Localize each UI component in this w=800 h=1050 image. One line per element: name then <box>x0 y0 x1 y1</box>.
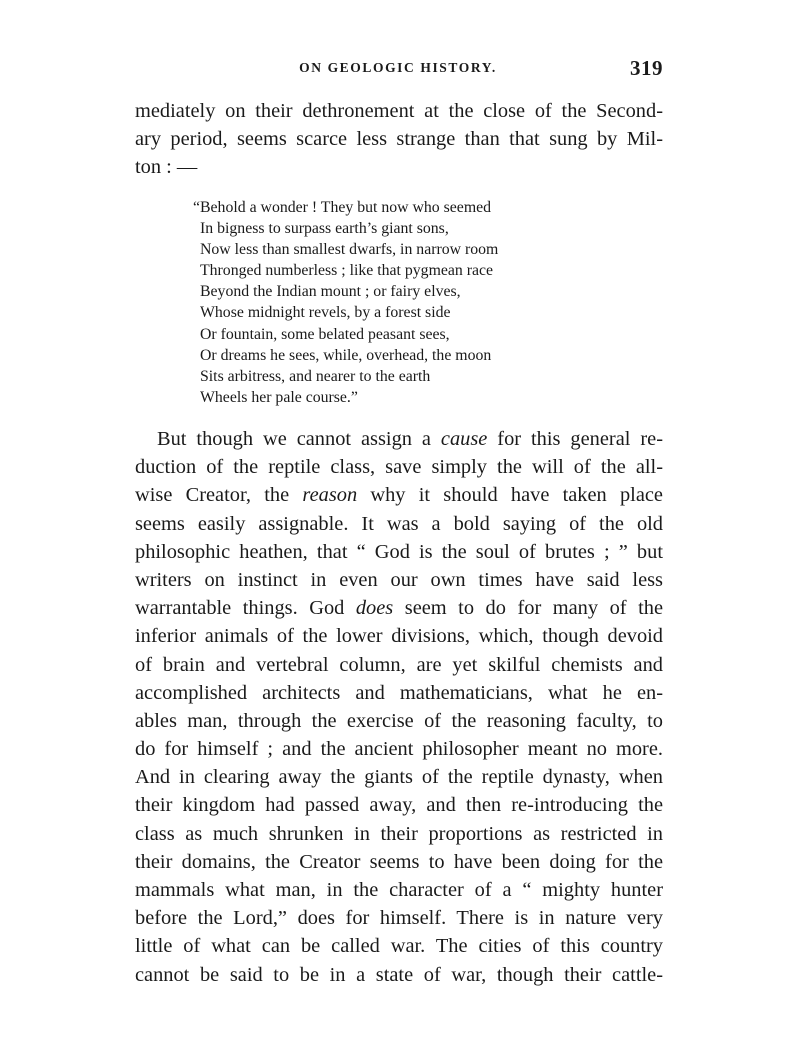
text-line <box>135 481 663 509</box>
text-line: their kingdom had passed away, and then re-introducing the <box>135 794 663 817</box>
text-line: seems easily assignable. It was a bold saying of the old <box>135 512 663 535</box>
text-line: inferior animals of the lower divisions, which, though devoid <box>135 625 663 648</box>
milton-quotation <box>193 197 600 408</box>
quote-line: Thronged numberless ; like that pygmean race <box>200 262 494 280</box>
text-line: mammals what man, in the character of a “ mighty hunter <box>135 879 663 901</box>
text-line: ton : — <box>135 156 198 179</box>
emphasis-cause: cause <box>440 428 488 450</box>
text-line: before the Lord,” does for himself. There is in nature very <box>135 907 663 930</box>
text-line: cannot be said to be in a state of war, though their cattle- <box>135 963 663 986</box>
text-run: seem to do for many of the <box>393 597 663 620</box>
text-line: And in clearing away the giants of the reptile dynasty, when <box>135 766 663 789</box>
text-run: warrantable things. God <box>135 597 356 620</box>
text-line: philosophic heathen, that “ God is the soul of brutes ; ” but <box>135 540 663 563</box>
quote-line: Sits arbitress, and nearer to the earth <box>200 367 431 385</box>
text-run: for this general re- <box>487 428 663 450</box>
quote-line: Beyond the Indian mount ; or fairy elves, <box>200 283 461 301</box>
text-line <box>135 594 663 622</box>
text-line: duction of the reptile class, save simply the will of the all- <box>135 456 663 479</box>
paragraph-continued <box>135 97 663 182</box>
emphasis-reason: reason <box>302 484 358 507</box>
text-line: little of what can be called war. The cities of this country <box>135 935 663 958</box>
text-line: of brain and vertebral column, are yet skilful chemists and <box>135 653 663 676</box>
text-line <box>135 425 663 453</box>
quote-line: Or dreams he sees, while, overhead, the moon <box>200 346 492 364</box>
text-line: accomplished architects and mathematicians, what he en- <box>135 681 663 704</box>
quote-line: Wheels her pale course.” <box>200 388 358 406</box>
quote-line: In bigness to surpass earth’s giant sons, <box>200 220 449 238</box>
paragraph-main <box>135 425 663 989</box>
text-line: do for himself ; and the ancient philosopher meant no more. <box>135 738 663 761</box>
text-line: their domains, the Creator seems to have been doing for the <box>135 850 663 873</box>
quote-line: Whose midnight revels, by a forest side <box>200 304 451 322</box>
page-number: 319 <box>630 56 663 80</box>
running-head <box>133 58 663 82</box>
quote-line: Or fountain, some belated peasant sees, <box>200 325 450 343</box>
text-line: ables man, through the exercise of the reasoning faculty, to <box>135 709 663 732</box>
emphasis-does: does <box>355 597 394 620</box>
text-run: But though we cannot assign a <box>157 428 441 450</box>
text-run: why it should have taken place <box>357 484 663 507</box>
quote-line: “Behold a wonder ! They but now who seemed <box>193 199 492 216</box>
running-title: ON GEOLOGIC HISTORY. <box>299 60 497 75</box>
text-line: writers on instinct in even our own times have said less <box>135 568 663 591</box>
text-run: wise Creator, the <box>135 484 303 507</box>
text-line: ary period, seems scarce less strange than that sung by Mil- <box>135 128 663 151</box>
text-line: mediately on their dethronement at the close of the Second- <box>135 100 663 122</box>
text-line: class as much shrunken in their proportions as restricted in <box>135 822 663 845</box>
quote-line: Now less than smallest dwarfs, in narrow room <box>200 241 499 259</box>
